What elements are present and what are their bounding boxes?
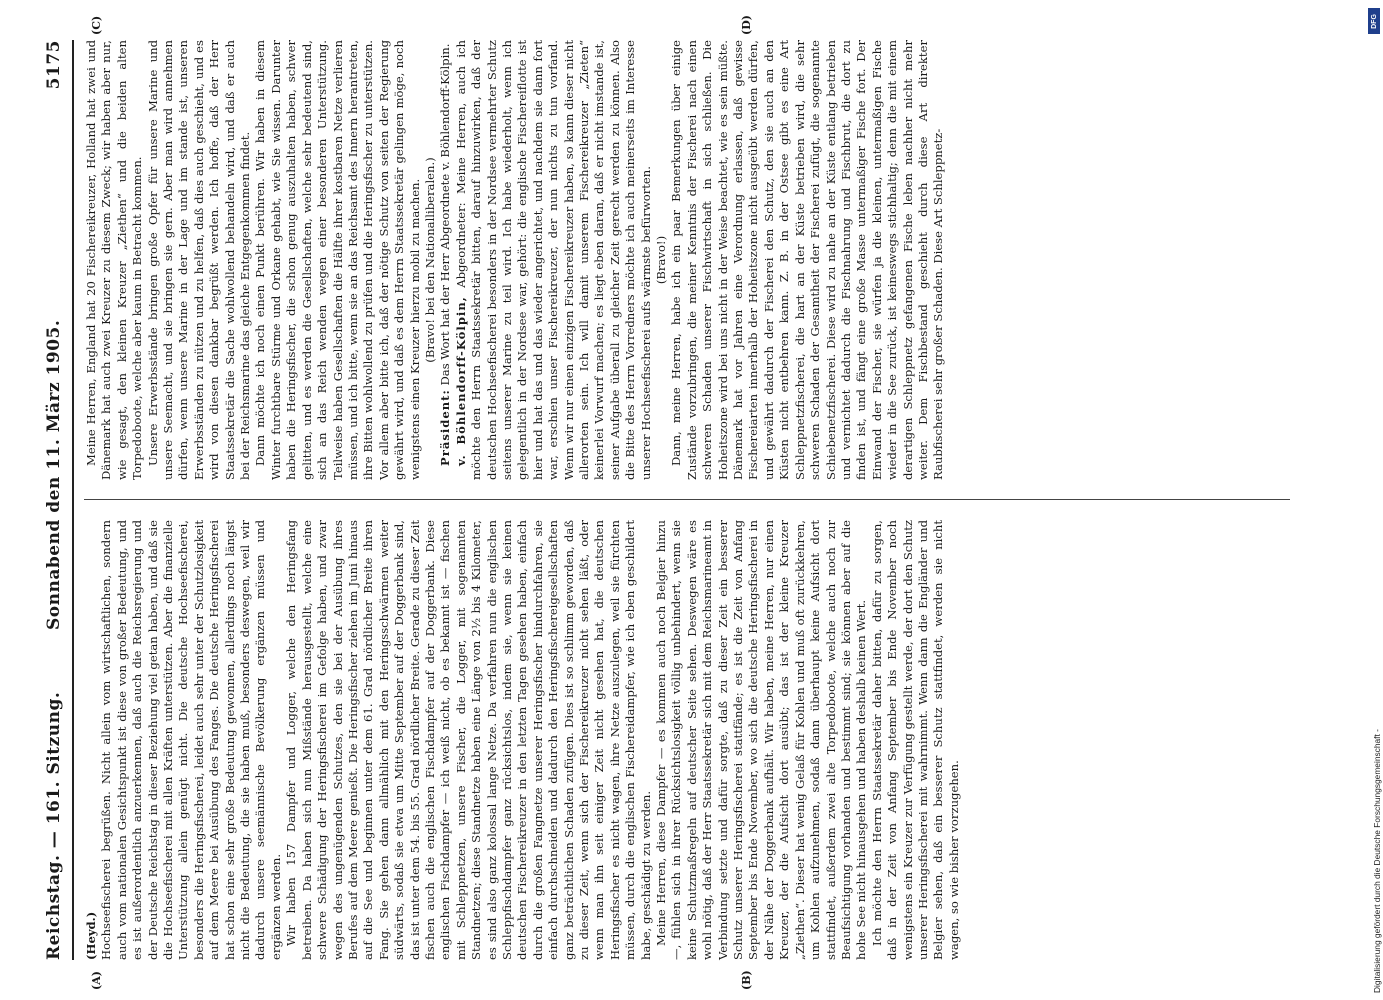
page-header — [40, 40, 70, 960]
column-separator — [84, 499, 1290, 500]
margin-marker-a: (A) — [90, 971, 103, 990]
right-paragraph-1: Meine Herren, England hat 20 Fischereikreuzer, Holland hat zwei und Dänemark hat auch zwei Kreuzer zu diesem Zweck; wir haben aber nur, wie gesagt, den kleinen Kreuzer „Ziethen“ und die beiden alten Torpedoboote, welche aber kaum in Betracht kommen. — [84, 40, 145, 480]
president-text: Das Wort hat der Herr Abgeordnete v. Böhlendorff-Kölpin. — [438, 43, 453, 386]
right-paragraph-4: Dann, meine Herren, habe ich ein paar Bemerkungen über einige Zustände vorzubringen, die meiner Kenntnis der Fischerei nach einen schweren Schaden unserer Fischwirtschaft in sich schließen. Die Hoheitszone wird bei uns nicht in der Weise beachtet, wie es sein müßte. Dänemark hat vor Jahren eine Verordnung erlassen, daß gewisse Fischereiarten innerhalb der Hoheitszone nicht ausgeübt werden dürfen, und gewährt dadurch der Fischerei den Schutz, den sie auch an den Küsten nicht entbehren kann. Z. B. in der Ostsee gibt es eine Art Schleppnetzfischerei, die hart an der Küste betrieben wird, die sehr schweren Schaden der Gesamtheit der Fischerei zufügt, die sogenannte Schiebenetzfischerei. Diese wird zu nahe an der Küste entlang betrieben und vernichtet dadurch die Fischnahrung und Fischbrut, die dort zu finden ist, und fängt eine große Masse untermaßiger Fische fort. Der Einwand der Fischer, sie würfen ja die kleinen, untermaßigen Fische wieder in die See zurück, ist keineswegs stichhaltig; denn die mit einem derartigen Schleppnetz gefangenen Fische leben nachher nicht mehr weiter. Dem Fischbestand geschieht durch diese Art direkter Raubfischerei sehr großer Schaden. Diese Art Schleppnetz- — [669, 40, 946, 480]
right-paragraph-2: Unsere Erwerbsstände bringen große Opfer für unsere Marine und unsere Seemacht, und sie bringen sie gern. Aber man wird annehmen dürfen, wenn unsere Marine in der Lage und im stande ist, unseren Erwerbsständen zu nützen und zu helfen, daß dies auch geschieht, und es wird von diesen dankbar begrüßt werden. Ich hoffe, daß der Herr Staatssekretär die Sache wohlwollend behandeln wird, und daß er auch bei der Reichsmarine das gleiche Entgegenkommen findet. — [145, 40, 253, 480]
left-paragraph-1: Hochseefischerei begrüßen. Nicht allein vom wirtschaftlichen, sondern auch vom nationalen Gesichtspunkt ist diese von großer Bedeutung, und es ist außerordentlich anzuerkennen, daß auch die Reichsregierung und der Deutsche Reichstag in dieser Beziehung viel getan haben, und daß sie die Hochseefischerei mit allen Kräften unterstützen. Aber die finanzielle Unterstützung allein genügt nicht. Die deutsche Hochseefischerei, besonders die Heringsfischerei, leidet auch sehr unter der Schutzlosigkeit auf dem Meere bei Ausübung des Fanges. Die deutsche Heringsfischerei hat schon eine sehr große Bedeutung gewonnen, allerdings noch längst nicht die Bedeutung, die sie haben muß, besonders deswegen, weil wir dadurch unsere seemännische Bevölkerung ergänzen müssen und ergänzen werden. — [99, 520, 283, 960]
header-date: Sonnabend den 11. März 1905. — [44, 319, 64, 630]
page-number: 5175 — [44, 40, 64, 90]
right-column — [84, 40, 1290, 480]
margin-marker-b: (B) — [740, 970, 753, 990]
right-paragraph-3: Dann möchte ich noch einen Punkt berühren. Wir haben in diesem Winter furchtbare Stürme und Orkane gehabt, wie Sie wissen. Darunter haben die Heringsfischer, die schon genug auszuhalten haben, schwer gelitten, und es werden die Gesellschaften, welche sehr bedeutend sind, sich an das Reich wenden wegen einer besonderen Unterstützung. Teilweise haben Gesellschaften die Hälfte ihrer kostbaren Netze verlieren müssen, und ich bitte, wenn sie an das Reichsamt des Innern herantreten, ihre Bitten wohlwollend zu prüfen und die Heringsfischer zu unterstützen. Vor allem aber bitte ich, daß der nötige Schutz von seiten der Regierung gewährt wird, und daß es dem Herrn Staatssekretär gelingen möge, noch wenigstens einen Kreuzer hierzu mobil zu machen. — [253, 40, 422, 480]
applause-1: (Bravo! bei den Nationalliberalen.) — [422, 157, 437, 363]
header-rule — [72, 40, 74, 960]
digitization-credit: Digitalisierung gefördert durch die Deutsche Forschungsgemeinschaft - — [1372, 729, 1382, 993]
applause-2: (Bravo!) — [654, 235, 669, 285]
president-label: Präsident: — [438, 389, 453, 466]
document-page — [40, 15, 1290, 990]
speaker2-label: v. Böhlendorff-Kölpin, — [453, 296, 468, 466]
left-column — [84, 520, 1290, 960]
dfg-logo — [1368, 8, 1380, 34]
left-paragraph-2: Wir haben 157 Dampfer und Logger, welche den Heringsfang betreiben. Da haben sich nun Mißstände herausgestellt, welche eine schwere Schädigung der Heringsfischerei im Gefolge haben, und zwar wegen des ungenügenden Schutzes, den sie bei der Ausübung ihres Berufes auf dem Meere genießt. Die Heringsfischer ziehen im Juni hinaus auf die See und beginnen unter dem 61. Grad nördlicher Breite ihren Fang. Sie gehen dann allmählich mit den Heringsschwärmen weiter südwärts, sodaß sie etwa um Mitte September auf der Doggerbank sind, das ist unter dem 54. bis 55. Grad nördlicher Breite. Gerade zu dieser Zeit fischen auch die englischen Fischdampfer auf der Doggerbank. Diese englischen Fischdampfer — ich weiß nicht, ob es bekannt ist — fischen mit Schleppnetzen, unsere Fischer, die Logger, mit sogenannten Standnetzen; diese Standnetze haben eine Länge von 2½ bis 4 Kilometer, es sind also ganz kolossal lange Netze. Da verfahren nun die englischen Schleppfischdampfer ganz rücksichtslos, indem sie, wenn sie keinen deutschen Fischereikreuzer in den letzten Tagen gesehen haben, einfach durch die großen Fangnetze unserer Heringsfischer hindurchfahren, sie einfach durchschneiden und dadurch den Heringsfischereigesellschaften ganz beträchtlichen Schaden zufügen. Dies ist so schlimm geworden, daß zu dieser Zeit, wenn sich der Fischereikreuzer nicht sehen läßt, oder wenn man ihn seit einiger Zeit nicht gesehen hat, die deutschen Heringsfischer es nicht wagen, ihre Netze auszulegen, weil sie fürchten müssen, durch die englischen Fischereidampfer, wie ich eben geschildert habe, geschädigt zu werden. — [284, 520, 653, 960]
digitization-credit-strip — [1372, 8, 1382, 993]
speaker-continuation: (Heyd.) — [84, 911, 98, 960]
header-left: Reichstag. — 161. Sitzung. — [44, 691, 64, 960]
speaker2-paragraph — [454, 40, 654, 480]
speaker2-text: Abgeordneter: Meine Herren, auch ich möchte den Herrn Staatssekretär bitten, darauf hinzuwirken, daß der deutschen Hochseefischerei besonders in der Nordsee vermehrter Schutz seitens unserer Marine zu teil wird. Ich habe wiederholt, wenn ich gelegentlich in der Nordsee war, gehört: die englische Fischereiflotte ist hier und hat das und das wieder angerichtet, und nachdem sie dann fort war, erschien unser Fischereikreuzer, der nun nichts zu tun vorfand. Wenn wir nur einen einzigen Fischereikreuzer haben, so kann dieser nicht allerorten sein. Ich will damit unserem Fischereikreuzer „Zieten“ keinerlei Vorwurf machen; es liegt eben daran, daß er nicht imstande ist, seiner Aufgabe überall zu gleicher Zeit gerecht werden zu können. Also die Bitte des Herrn Vorredners möchte ich auch meinerseits im Interesse unserer Hochseefischerei aufs wärmste befürworten. — [453, 39, 653, 480]
president-paragraph — [438, 40, 453, 480]
left-paragraph-4: Ich möchte den Herrn Staatssekretär daher bitten, dafür zu sorgen, daß in der Zeit von Anfang September bis Ende November noch wenigstens ein Kreuzer zur Verfügung gestellt werde, der dort den Schutz unserer Heringsfischerei mit wahrnimmt. Wenn dann die Engländer und Belgier sehen, daß ein besserer Schutz stattfindet, werden sie nicht wagen, so wie bisher vorzugehen. — [869, 520, 961, 960]
margin-marker-d: (D) — [740, 15, 753, 35]
left-paragraph-3: Meine Herren, diese Dampfer — es kommen auch noch Belgier hinzu —, fühlen sich in ihrer Rücksichtslosigkeit völlig unbehindert, wenn sie keine Schutzmaßregeln auf deutscher Seite sehen. Deswegen wäre es wohl nötig, daß der Herr Staatssekretär sich mit dem Reichsmarineamt in Verbindung setzte und dafür sorgte, daß zu dieser Zeit ein besserer Schutz unserer Heringsfischerei stattfände; es ist die Zeit von Anfang September bis Ende November, wo sich die deutsche Heringsfischerei in der Nähe der Doggerbank aufhält. Wir haben, meine Herren, nur einen Kreuzer, der die Aufsicht dort ausübt; das ist der kleine Kreuzer „Ziethen“. Dieser hat wenig Gelaß für Kohlen und muß oft zurückkehren, um Kohlen aufzunehmen, sodaß dann überhaupt keine Aufsicht dort stattfindet, außerdem zwei alte Torpedoboote, welche auch noch zur Beaufsichtigung vorhanden und bestimmt sind; sie können aber auf die hohe See nicht hinausgehen und haben deshalb keinen Wert. — [654, 520, 869, 960]
dfg-logo-text: DFG — [1370, 13, 1378, 29]
margin-marker-c: (C) — [90, 15, 103, 35]
